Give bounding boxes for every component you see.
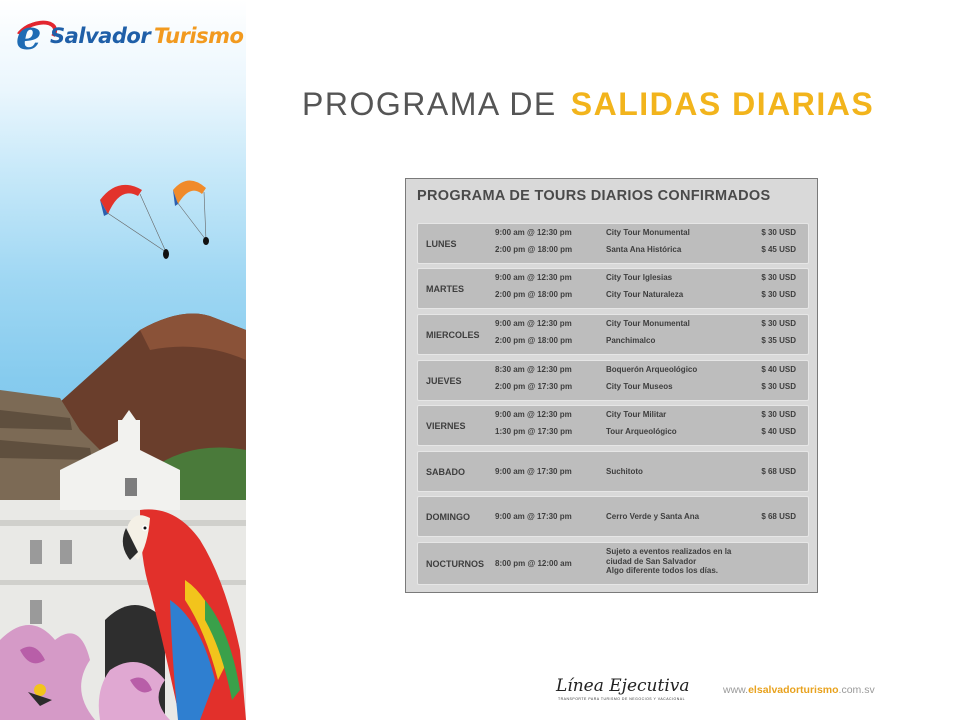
tour-name: Panchimalco [606,336,656,345]
schedule-line [418,319,808,333]
tour-time: 2:00 pm @ 18:00 pm [495,336,573,345]
schedule-line [418,467,808,481]
schedule-line [418,365,808,379]
day-name: DOMINGO [426,511,470,522]
paraglider-right [173,180,209,245]
tour-note-line: Sujeto a eventos realizados en la [606,547,732,556]
tour-name: City Tour Militar [606,410,667,419]
tour-price: $ 40 USD [761,427,796,436]
schedule-line [418,228,808,242]
logo-text-turismo: Turismo [154,24,244,48]
tour-name: City Tour Iglesias [606,273,673,282]
tour-time: 8:00 pm @ 12:00 am [495,558,572,568]
tour-time: 2:00 pm @ 18:00 pm [495,290,573,299]
schedule-line [418,336,808,350]
tour-time: 2:00 pm @ 17:30 pm [495,382,573,391]
tour-price: $ 45 USD [761,245,796,254]
day-name: VIERNES [426,420,466,431]
schedule-line [418,245,808,259]
decorative-side-panel [0,0,246,720]
schedule-day-martes [417,268,809,309]
tour-name: City Tour Monumental [606,228,690,237]
tour-price: $ 68 USD [761,511,796,521]
tour-time: 9:00 am @ 12:30 pm [495,273,572,282]
schedule-line [418,382,808,396]
partner-logo-tagline: TRANSPORTE PARA TURISMO DE NEGOCIOS Y VACACIONAL [558,697,686,701]
logo-text-salvador: Salvador [50,24,151,48]
schedule-header: PROGRAMA DE TOURS DIARIOS CONFIRMADOS [417,188,771,204]
tour-name: Cerro Verde y Santa Ana [606,511,700,521]
schedule-day-miercoles [417,314,809,355]
schedule-day-jueves [417,360,809,401]
linea-ejecutiva-logo[interactable] [556,676,690,706]
url-suffix: .com.sv [838,684,875,696]
tour-time: 2:00 pm @ 18:00 pm [495,245,573,254]
schedule-line [418,410,808,424]
tour-note-line: ciudad de San Salvador [606,556,697,566]
url-domain: elsalvadorturismo [748,684,839,696]
title-part-1: PROGRAMA DE [302,86,557,122]
tour-note [606,547,731,576]
schedule-day-lunes [417,223,809,264]
day-name: JUEVES [426,375,462,386]
tour-schedule-board [405,178,818,593]
tour-price: $ 40 USD [761,365,796,374]
tour-time: 9:00 am @ 12:30 pm [495,410,572,419]
schedule-day-sabado [417,451,809,492]
tour-name: Boquerón Arqueológico [606,365,698,374]
page-title [302,86,874,123]
logo-e-icon: e [16,12,42,59]
tour-time: 9:00 am @ 17:30 pm [495,511,572,521]
landscape-illustration [0,0,246,720]
tour-price: $ 30 USD [761,228,796,237]
tour-price: $ 30 USD [761,410,796,419]
day-name: SABADO [426,466,466,477]
tour-time: 9:00 am @ 12:30 pm [495,319,572,328]
schedule-day-domingo [417,496,809,537]
tour-time: 9:00 am @ 12:30 pm [495,228,572,237]
schedule-day-nocturnos [417,542,809,585]
tour-price: $ 30 USD [761,382,796,391]
website-url-link[interactable] [723,684,875,696]
tour-name: City Tour Naturaleza [606,290,684,299]
tour-price: $ 68 USD [761,466,796,476]
schedule-line [418,273,808,287]
tour-price: $ 30 USD [761,290,796,299]
day-name: NOCTURNOS [426,558,484,569]
schedule-line [418,427,808,441]
paraglider-left [100,185,169,259]
title-part-2: SALIDAS DIARIAS [570,86,875,122]
tour-name: Santa Ana Histórica [606,245,682,254]
schedule-line [418,512,808,526]
elsalvador-turismo-logo[interactable] [14,12,244,59]
tour-name: Suchitoto [606,466,643,476]
tour-name: City Tour Monumental [606,319,690,328]
day-name: LUNES [426,238,457,249]
tour-name: City Tour Museos [606,382,673,391]
partner-logo-text: Línea Ejecutiva [556,676,690,696]
tour-time: 9:00 am @ 17:30 pm [495,466,572,476]
day-name: MIERCOLES [426,329,480,340]
url-prefix: www. [723,684,749,696]
schedule-day-viernes [417,405,809,446]
tour-name: Tour Arqueológico [606,427,677,436]
tour-time: 8:30 am @ 12:30 pm [495,365,572,374]
day-name: MARTES [426,283,464,294]
tour-price: $ 35 USD [761,336,796,345]
schedule-line [418,290,808,304]
tour-time: 1:30 pm @ 17:30 pm [495,427,573,436]
tour-price: $ 30 USD [761,273,796,282]
tour-note-line: Algo diferente todos los días. [606,566,719,575]
tour-price: $ 30 USD [761,319,796,328]
